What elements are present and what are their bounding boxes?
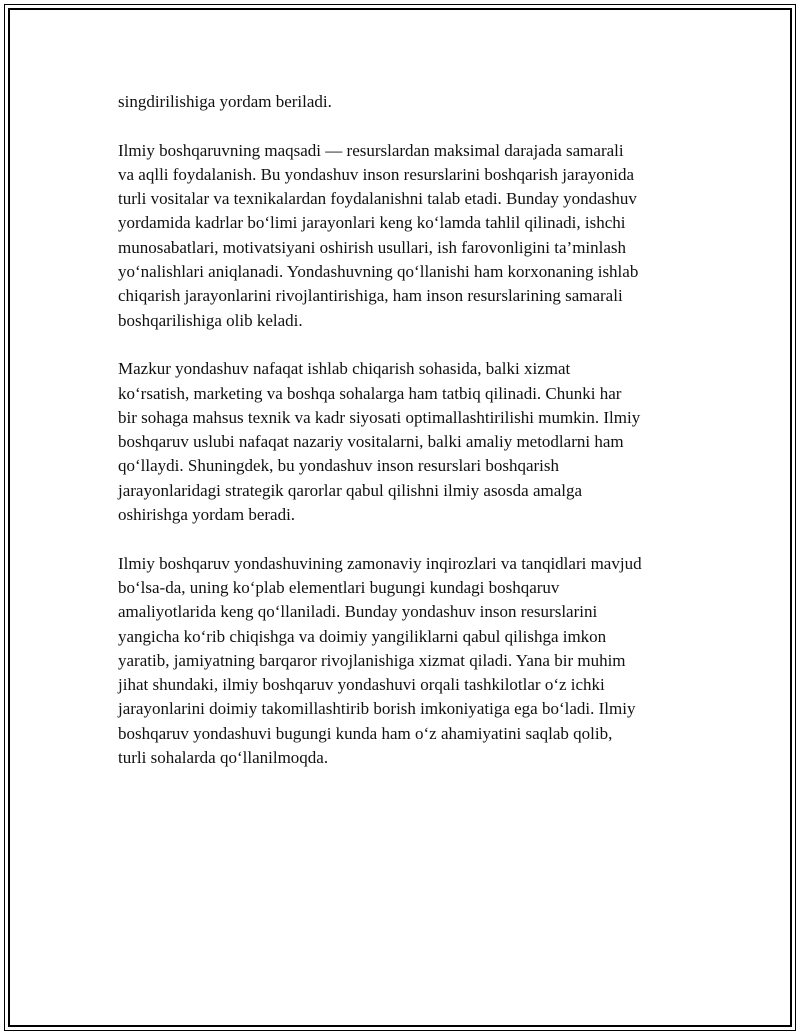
paragraph-2: Ilmiy boshqaruvning maqsadi — resurslardan maksimal darajada samarali va aqlli foydalanish. Bu yondashuv inson resurslarini boshqarish jarayonida turli vositalar va texnikalardan foydalanishni talab etadi. Bunday yondashuv yordamida kadrlar bo‘limi jarayonlari keng ko‘lamda tahlil qilinadi, ishchi munosabatlari, motivatsiyani oshirish usullari, ish farovonligini ta’minlash yo‘nalishlari aniqlanadi. Yondashuvning qo‘llanishi ham korxonaning ishlab chiqarish jarayonlarini rivojlantirishiga, ham inson resurslarining samarali boshqarilishiga olib keladi.: [118, 140, 639, 330]
paragraph-1: singdirilishiga yordam beriladi.: [118, 92, 332, 111]
paragraph-4: Ilmiy boshqaruv yondashuvining zamonaviy inqirozlari va tanqidlari mavjud bo‘lsa-da, uning ko‘plab elementlari bugungi kundagi boshqaruv amaliyotlarida keng qo‘llaniladi. Bunday yondashuv inson resurslarini yangicha ko‘rib chiqishga va doimiy yangiliklarni qabul qilishga imkon yaratib, jamiyatning barqaror rivojlanishiga xizmat qiladi. Yana bir muhim jihat shundaki, ilmiy boshqaruv yondashuvi orqali tashkilotlar o‘z ichki jarayonlarini doimiy takomillashtirib borish imkoniyatiga ega bo‘ladi. Ilmiy boshqaruv yondashuvi bugungi kunda ham o‘z ahamiyatini saqlab qolib, turli sohalarda qo‘llanilmoqda.: [118, 553, 642, 768]
document-body: [118, 90, 698, 795]
paragraph-3: Mazkur yondashuv nafaqat ishlab chiqarish sohasida, balki xizmat ko‘rsatish, marketing va boshqa sohalarga ham tatbiq qilinadi. Chunki har bir sohaga mahsus texnik va kadr siyosati optimallashtirilishi mumkin. Ilmiy boshqaruv uslubi nafaqat nazariy vositalarni, balki amaliy metodlarni ham qo‘llaydi. Shuningdek, bu yondashuv inson resurslari boshqarish jarayonlaridagi strategik qarorlar qabul qilishni ilmiy asosda amalga oshirishga yordam beradi.: [118, 359, 641, 525]
